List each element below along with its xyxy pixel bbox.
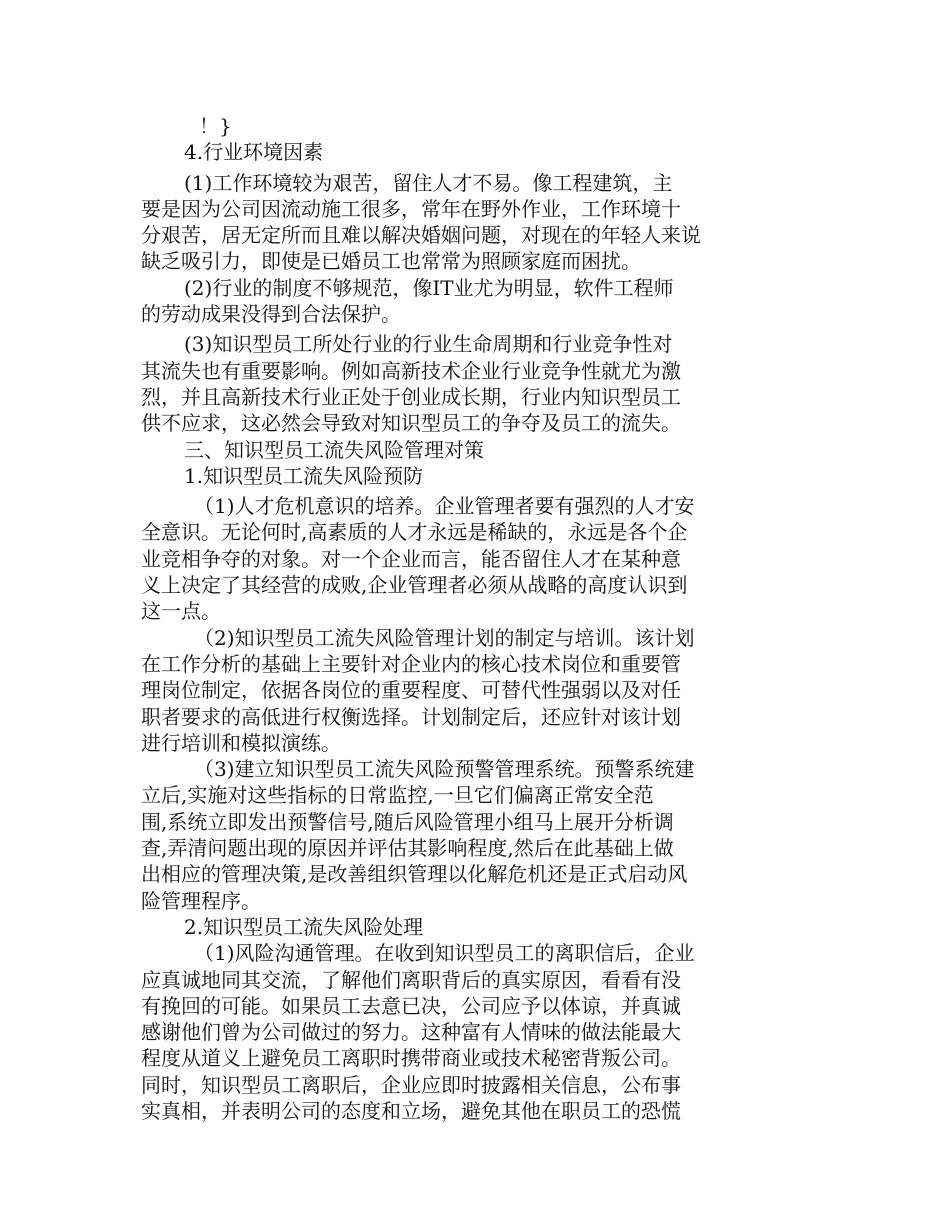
text-line: 供不应求，这必然会导致对知识型员工的争夺及员工的流失。	[141, 411, 681, 436]
text-line: 在工作分析的基础上主要针对企业内的核心技术岗位和重要管	[141, 651, 681, 676]
text-line: 进行培训和模拟演练。	[141, 730, 341, 755]
text-line: 围,系统立即发出预警信号,随后风险管理小组马上展开分析调	[141, 809, 674, 834]
text-line: 三、知识型员工流失风险管理对策	[184, 437, 484, 462]
document-body	[141, 113, 745, 1124]
text-line: 有挽回的可能。如果员工去意已决，公司应予以体谅，并真诚	[141, 993, 681, 1018]
text-line: (3)知识型员工所处行业的行业生命周期和行业竞争性对	[184, 332, 673, 357]
text-line: 业竞相争夺的对象。对一个企业而言，能否留住人才在某种意	[141, 546, 681, 571]
text-line: 职者要求的高低进行权衡选择。计划制定后，还应针对该计划	[141, 704, 681, 729]
text-line: 4.行业环境因素	[184, 140, 324, 165]
text-line: 的劳动成果没得到合法保护。	[141, 302, 401, 327]
text-line: (2)行业的制度不够规范，像IT业尤为明显，软件工程师	[184, 275, 674, 300]
text-line: 查,弄清问题出现的原因并评估其影响程度,然后在此基础上做	[141, 836, 674, 861]
text-line: 感谢他们曾为公司做过的努力。这种富有人情味的做法能最大	[141, 1020, 681, 1045]
text-line: 缺乏吸引力，即使是已婚员工也常常为照顾家庭而困扰。	[141, 249, 641, 274]
text-line: 应真诚地同其交流，了解他们离职背后的真实原因，看看有没	[141, 967, 681, 992]
text-line: 立后,实施对这些指标的日常监控,一旦它们偏离正常安全范	[141, 783, 654, 808]
text-line: 这一点。	[141, 599, 221, 624]
text-line: （2)知识型员工流失风险管理计划的制定与培训。该计划	[194, 625, 695, 650]
text-line: 1.知识型员工流失风险预防	[184, 463, 424, 488]
text-line: ！}	[199, 114, 232, 138]
text-line: （1)人才危机意识的培养。企业管理者要有强烈的人才安	[194, 494, 695, 519]
text-line: 程度从道义上避免员工离职时携带商业或技术秘密背叛公司。	[141, 1046, 681, 1071]
text-line: 其流失也有重要影响。例如高新技术企业行业竞争性就尤为激	[141, 358, 681, 383]
text-line: 出相应的管理决策,是改善组织管理以化解危机还是正式启动风	[141, 862, 688, 887]
text-line: 2.知识型员工流失风险处理	[184, 914, 424, 939]
text-line: 烈，并且高新技术行业正处于创业成长期，行业内知识型员工	[141, 384, 681, 409]
text-line: （3)建立知识型员工流失风险预警管理系统。预警系统建	[194, 757, 695, 782]
text-line: 分艰苦，居无定所而且难以解决婚姻问题，对现在的年轻人来说	[141, 223, 701, 248]
text-line: 义上决定了其经营的成败,企业管理者必须从战略的高度认识到	[141, 573, 688, 598]
text-line: （1)风险沟通管理。在收到知识型员工的离职信后，企业	[194, 941, 695, 966]
text-line: 实真相，并表明公司的态度和立场，避免其他在职员工的恐慌	[141, 1098, 681, 1123]
text-line: 理岗位制定，依据各岗位的重要程度、可替代性强弱以及对任	[141, 678, 681, 703]
text-line: 同时，知识型员工离职后，企业应即时披露相关信息，公布事	[141, 1072, 681, 1097]
text-line: 险管理程序。	[141, 888, 261, 913]
text-line: 全意识。无论何时,高素质的人才永远是稀缺的，永远是各个企	[141, 520, 688, 545]
text-line: 要是因为公司因流动施工很多，常年在野外作业，工作环境十	[141, 196, 681, 221]
text-line: (1)工作环境较为艰苦，留住人才不易。像工程建筑，主	[184, 170, 673, 195]
